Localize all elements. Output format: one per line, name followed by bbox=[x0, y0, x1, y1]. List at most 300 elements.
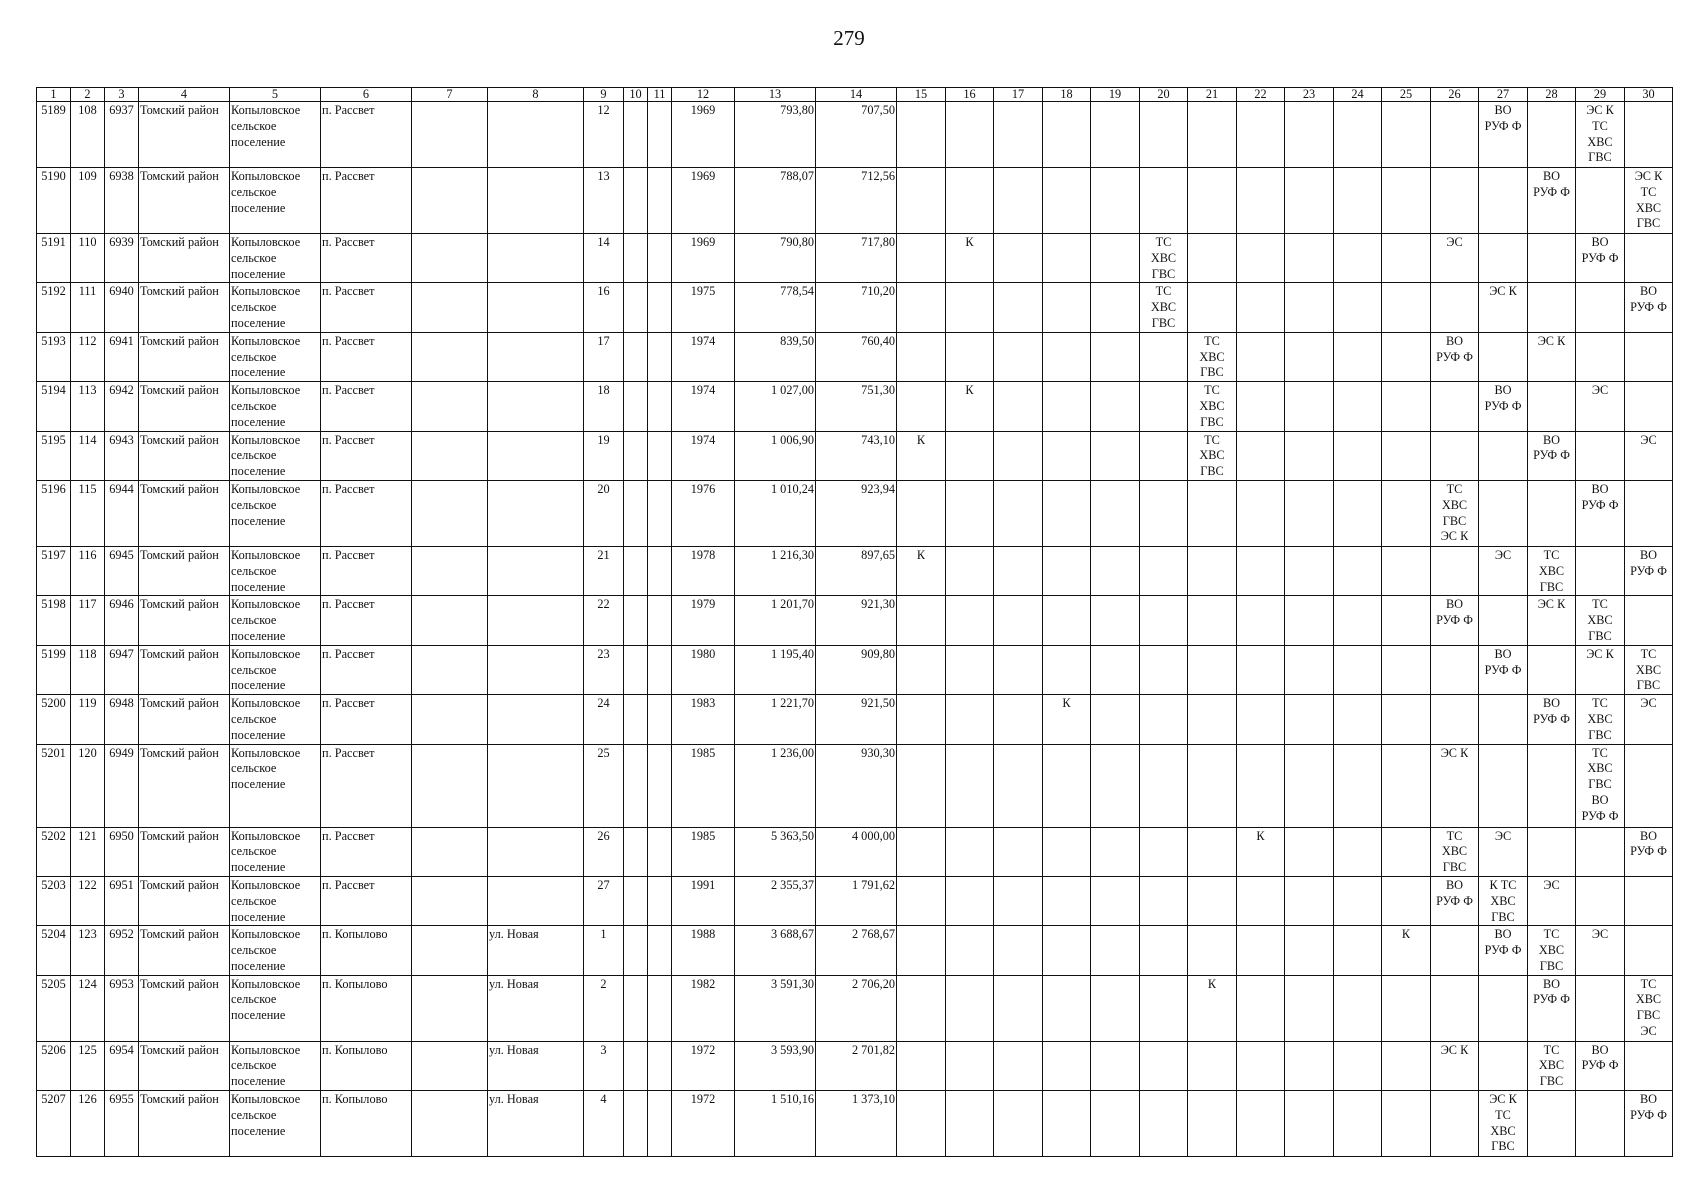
cell-col-26 bbox=[1431, 645, 1479, 694]
cell-col-20 bbox=[1140, 546, 1188, 595]
cell-col-14: 909,80 bbox=[816, 645, 897, 694]
cell-col-19 bbox=[1091, 382, 1140, 431]
cell-col-12: 1975 bbox=[672, 283, 735, 332]
cell-col-7 bbox=[412, 926, 488, 975]
table-row bbox=[37, 596, 1673, 645]
cell-col-16 bbox=[946, 645, 994, 694]
cell-col-13: 793,80 bbox=[735, 102, 816, 168]
cell-col-2: 113 bbox=[71, 382, 105, 431]
cell-col-19 bbox=[1091, 283, 1140, 332]
cell-col-12: 1985 bbox=[672, 827, 735, 876]
column-header-4: 4 bbox=[139, 88, 230, 102]
cell-col-1: 5191 bbox=[37, 234, 71, 283]
cell-col-1: 5198 bbox=[37, 596, 71, 645]
cell-col-17 bbox=[994, 431, 1043, 480]
cell-col-6: п. Рассвет bbox=[321, 480, 412, 546]
cell-col-24 bbox=[1334, 596, 1382, 645]
cell-col-26: ВО РУФ Ф bbox=[1431, 876, 1479, 925]
cell-col-18: К bbox=[1043, 695, 1091, 744]
cell-col-2: 126 bbox=[71, 1091, 105, 1157]
cell-col-21 bbox=[1188, 283, 1237, 332]
cell-col-21 bbox=[1188, 168, 1237, 234]
cell-col-21 bbox=[1188, 1091, 1237, 1157]
cell-col-21: ТС ХВС ГВС bbox=[1188, 332, 1237, 381]
cell-col-4: Томский район bbox=[139, 744, 230, 827]
cell-col-27: ВО РУФ Ф bbox=[1479, 645, 1528, 694]
cell-col-27 bbox=[1479, 480, 1528, 546]
table-row bbox=[37, 382, 1673, 431]
cell-col-17 bbox=[994, 480, 1043, 546]
cell-col-22 bbox=[1237, 283, 1285, 332]
cell-col-26 bbox=[1431, 546, 1479, 595]
cell-col-5: Копыловское сельское поселение bbox=[230, 926, 321, 975]
cell-col-2: 117 bbox=[71, 596, 105, 645]
cell-col-19 bbox=[1091, 744, 1140, 827]
cell-col-5: Копыловское сельское поселение bbox=[230, 827, 321, 876]
cell-col-9: 14 bbox=[584, 234, 624, 283]
column-header-22: 22 bbox=[1237, 88, 1285, 102]
cell-col-2: 122 bbox=[71, 876, 105, 925]
cell-col-24 bbox=[1334, 695, 1382, 744]
cell-col-8: ул. Новая bbox=[488, 1041, 584, 1090]
cell-col-18 bbox=[1043, 596, 1091, 645]
cell-col-9: 26 bbox=[584, 827, 624, 876]
cell-col-20 bbox=[1140, 827, 1188, 876]
cell-col-18 bbox=[1043, 332, 1091, 381]
cell-col-9: 20 bbox=[584, 480, 624, 546]
cell-col-30 bbox=[1625, 744, 1673, 827]
cell-col-29: ВО РУФ Ф bbox=[1576, 234, 1625, 283]
column-header-24: 24 bbox=[1334, 88, 1382, 102]
cell-col-7 bbox=[412, 234, 488, 283]
cell-col-5: Копыловское сельское поселение bbox=[230, 876, 321, 925]
cell-col-7 bbox=[412, 1091, 488, 1157]
cell-col-12: 1972 bbox=[672, 1041, 735, 1090]
cell-col-25 bbox=[1382, 1041, 1431, 1090]
cell-col-17 bbox=[994, 102, 1043, 168]
cell-col-20 bbox=[1140, 596, 1188, 645]
cell-col-8: ул. Новая bbox=[488, 1091, 584, 1157]
cell-col-22 bbox=[1237, 1041, 1285, 1090]
cell-col-2: 110 bbox=[71, 234, 105, 283]
cell-col-16 bbox=[946, 1041, 994, 1090]
cell-col-21 bbox=[1188, 876, 1237, 925]
cell-col-17 bbox=[994, 695, 1043, 744]
cell-col-3: 6946 bbox=[105, 596, 139, 645]
cell-col-8 bbox=[488, 382, 584, 431]
cell-col-22 bbox=[1237, 645, 1285, 694]
cell-col-7 bbox=[412, 596, 488, 645]
cell-col-16 bbox=[946, 1091, 994, 1157]
cell-col-28 bbox=[1528, 645, 1576, 694]
cell-col-30: ЭС К ТС ХВС ГВС bbox=[1625, 168, 1673, 234]
cell-col-21: ТС ХВС ГВС bbox=[1188, 382, 1237, 431]
cell-col-26 bbox=[1431, 431, 1479, 480]
cell-col-29: ВО РУФ Ф bbox=[1576, 480, 1625, 546]
cell-col-1: 5199 bbox=[37, 645, 71, 694]
cell-col-15 bbox=[897, 480, 946, 546]
cell-col-28 bbox=[1528, 382, 1576, 431]
cell-col-12: 1979 bbox=[672, 596, 735, 645]
cell-col-19 bbox=[1091, 596, 1140, 645]
cell-col-21 bbox=[1188, 695, 1237, 744]
cell-col-26: ВО РУФ Ф bbox=[1431, 596, 1479, 645]
cell-col-29: ТС ХВС ГВС bbox=[1576, 596, 1625, 645]
column-header-7: 7 bbox=[412, 88, 488, 102]
cell-col-28: ВО РУФ Ф bbox=[1528, 168, 1576, 234]
cell-col-30 bbox=[1625, 234, 1673, 283]
cell-col-3: 6949 bbox=[105, 744, 139, 827]
cell-col-20 bbox=[1140, 645, 1188, 694]
cell-col-8 bbox=[488, 546, 584, 595]
cell-col-30: ЭС bbox=[1625, 431, 1673, 480]
cell-col-9: 22 bbox=[584, 596, 624, 645]
cell-col-21 bbox=[1188, 926, 1237, 975]
cell-col-28 bbox=[1528, 744, 1576, 827]
cell-col-23 bbox=[1285, 876, 1334, 925]
table-row bbox=[37, 168, 1673, 234]
cell-col-20 bbox=[1140, 102, 1188, 168]
cell-col-10 bbox=[624, 827, 648, 876]
cell-col-8 bbox=[488, 168, 584, 234]
cell-col-7 bbox=[412, 168, 488, 234]
column-header-6: 6 bbox=[321, 88, 412, 102]
cell-col-26 bbox=[1431, 168, 1479, 234]
cell-col-19 bbox=[1091, 926, 1140, 975]
cell-col-11 bbox=[648, 744, 672, 827]
cell-col-22 bbox=[1237, 332, 1285, 381]
cell-col-24 bbox=[1334, 234, 1382, 283]
cell-col-10 bbox=[624, 431, 648, 480]
cell-col-5: Копыловское сельское поселение bbox=[230, 596, 321, 645]
cell-col-3: 6939 bbox=[105, 234, 139, 283]
cell-col-24 bbox=[1334, 975, 1382, 1041]
cell-col-17 bbox=[994, 1041, 1043, 1090]
cell-col-2: 118 bbox=[71, 645, 105, 694]
cell-col-22 bbox=[1237, 596, 1285, 645]
cell-col-23 bbox=[1285, 234, 1334, 283]
cell-col-28: ВО РУФ Ф bbox=[1528, 431, 1576, 480]
cell-col-6: п. Рассвет bbox=[321, 234, 412, 283]
cell-col-23 bbox=[1285, 645, 1334, 694]
cell-col-25 bbox=[1382, 744, 1431, 827]
table-row bbox=[37, 431, 1673, 480]
cell-col-7 bbox=[412, 431, 488, 480]
cell-col-14: 921,30 bbox=[816, 596, 897, 645]
cell-col-4: Томский район bbox=[139, 645, 230, 694]
cell-col-13: 1 010,24 bbox=[735, 480, 816, 546]
cell-col-11 bbox=[648, 480, 672, 546]
cell-col-9: 21 bbox=[584, 546, 624, 595]
cell-col-4: Томский район bbox=[139, 283, 230, 332]
cell-col-4: Томский район bbox=[139, 431, 230, 480]
table-row bbox=[37, 480, 1673, 546]
cell-col-19 bbox=[1091, 645, 1140, 694]
cell-col-16 bbox=[946, 431, 994, 480]
cell-col-30 bbox=[1625, 596, 1673, 645]
cell-col-17 bbox=[994, 332, 1043, 381]
cell-col-26: ЭС bbox=[1431, 234, 1479, 283]
cell-col-8 bbox=[488, 480, 584, 546]
cell-col-27: ЭС К bbox=[1479, 283, 1528, 332]
cell-col-29 bbox=[1576, 546, 1625, 595]
cell-col-3: 6943 bbox=[105, 431, 139, 480]
cell-col-22 bbox=[1237, 975, 1285, 1041]
cell-col-14: 4 000,00 bbox=[816, 827, 897, 876]
cell-col-18 bbox=[1043, 926, 1091, 975]
cell-col-25 bbox=[1382, 283, 1431, 332]
column-header-1: 1 bbox=[37, 88, 71, 102]
cell-col-22 bbox=[1237, 102, 1285, 168]
cell-col-25 bbox=[1382, 645, 1431, 694]
cell-col-6: п. Рассвет bbox=[321, 168, 412, 234]
cell-col-29: ЭС bbox=[1576, 926, 1625, 975]
column-header-28: 28 bbox=[1528, 88, 1576, 102]
cell-col-3: 6938 bbox=[105, 168, 139, 234]
cell-col-2: 114 bbox=[71, 431, 105, 480]
cell-col-28: ЭС К bbox=[1528, 596, 1576, 645]
column-header-25: 25 bbox=[1382, 88, 1431, 102]
table-row bbox=[37, 234, 1673, 283]
cell-col-1: 5201 bbox=[37, 744, 71, 827]
cell-col-18 bbox=[1043, 827, 1091, 876]
cell-col-8 bbox=[488, 283, 584, 332]
cell-col-2: 111 bbox=[71, 283, 105, 332]
cell-col-25 bbox=[1382, 827, 1431, 876]
cell-col-3: 6945 bbox=[105, 546, 139, 595]
cell-col-12: 1982 bbox=[672, 975, 735, 1041]
cell-col-8: ул. Новая bbox=[488, 975, 584, 1041]
cell-col-25 bbox=[1382, 596, 1431, 645]
column-header-19: 19 bbox=[1091, 88, 1140, 102]
cell-col-17 bbox=[994, 234, 1043, 283]
cell-col-27: ВО РУФ Ф bbox=[1479, 926, 1528, 975]
cell-col-14: 897,65 bbox=[816, 546, 897, 595]
cell-col-5: Копыловское сельское поселение bbox=[230, 975, 321, 1041]
cell-col-27: ВО РУФ Ф bbox=[1479, 102, 1528, 168]
cell-col-26: ЭС К bbox=[1431, 1041, 1479, 1090]
cell-col-17 bbox=[994, 596, 1043, 645]
cell-col-22 bbox=[1237, 926, 1285, 975]
cell-col-8 bbox=[488, 827, 584, 876]
table-row bbox=[37, 332, 1673, 381]
cell-col-14: 717,80 bbox=[816, 234, 897, 283]
cell-col-10 bbox=[624, 546, 648, 595]
cell-col-1: 5194 bbox=[37, 382, 71, 431]
cell-col-5: Копыловское сельское поселение bbox=[230, 744, 321, 827]
cell-col-28: ТС ХВС ГВС bbox=[1528, 1041, 1576, 1090]
cell-col-12: 1985 bbox=[672, 744, 735, 827]
cell-col-3: 6948 bbox=[105, 695, 139, 744]
cell-col-11 bbox=[648, 546, 672, 595]
cell-col-23 bbox=[1285, 283, 1334, 332]
cell-col-23 bbox=[1285, 926, 1334, 975]
cell-col-6: п. Рассвет bbox=[321, 827, 412, 876]
cell-col-28: ЭС К bbox=[1528, 332, 1576, 381]
cell-col-26 bbox=[1431, 975, 1479, 1041]
cell-col-24 bbox=[1334, 102, 1382, 168]
column-header-17: 17 bbox=[994, 88, 1043, 102]
cell-col-13: 1 195,40 bbox=[735, 645, 816, 694]
cell-col-9: 12 bbox=[584, 102, 624, 168]
cell-col-27 bbox=[1479, 168, 1528, 234]
column-header-30: 30 bbox=[1625, 88, 1673, 102]
cell-col-30 bbox=[1625, 332, 1673, 381]
cell-col-17 bbox=[994, 1091, 1043, 1157]
cell-col-10 bbox=[624, 876, 648, 925]
cell-col-11 bbox=[648, 332, 672, 381]
cell-col-3: 6947 bbox=[105, 645, 139, 694]
cell-col-11 bbox=[648, 596, 672, 645]
cell-col-25 bbox=[1382, 168, 1431, 234]
cell-col-15 bbox=[897, 876, 946, 925]
cell-col-13: 1 221,70 bbox=[735, 695, 816, 744]
cell-col-4: Томский район bbox=[139, 695, 230, 744]
cell-col-22 bbox=[1237, 480, 1285, 546]
cell-col-14: 1 373,10 bbox=[816, 1091, 897, 1157]
cell-col-20 bbox=[1140, 926, 1188, 975]
cell-col-6: п. Рассвет bbox=[321, 744, 412, 827]
cell-col-16 bbox=[946, 695, 994, 744]
cell-col-2: 123 bbox=[71, 926, 105, 975]
cell-col-13: 3 593,90 bbox=[735, 1041, 816, 1090]
cell-col-27: ЭС bbox=[1479, 546, 1528, 595]
column-header-3: 3 bbox=[105, 88, 139, 102]
cell-col-15 bbox=[897, 102, 946, 168]
cell-col-27 bbox=[1479, 1041, 1528, 1090]
cell-col-27: ВО РУФ Ф bbox=[1479, 382, 1528, 431]
cell-col-30 bbox=[1625, 480, 1673, 546]
cell-col-29 bbox=[1576, 332, 1625, 381]
table-row bbox=[37, 1091, 1673, 1157]
cell-col-24 bbox=[1334, 1091, 1382, 1157]
cell-col-27: ЭС К ТС ХВС ГВС bbox=[1479, 1091, 1528, 1157]
cell-col-24 bbox=[1334, 480, 1382, 546]
cell-col-4: Томский район bbox=[139, 234, 230, 283]
cell-col-24 bbox=[1334, 926, 1382, 975]
cell-col-19 bbox=[1091, 975, 1140, 1041]
cell-col-28: ТС ХВС ГВС bbox=[1528, 546, 1576, 595]
column-header-2: 2 bbox=[71, 88, 105, 102]
cell-col-22 bbox=[1237, 1091, 1285, 1157]
cell-col-2: 119 bbox=[71, 695, 105, 744]
cell-col-26: ЭС К bbox=[1431, 744, 1479, 827]
cell-col-18 bbox=[1043, 168, 1091, 234]
table-row bbox=[37, 827, 1673, 876]
cell-col-17 bbox=[994, 975, 1043, 1041]
cell-col-15: К bbox=[897, 546, 946, 595]
cell-col-24 bbox=[1334, 744, 1382, 827]
table-row bbox=[37, 102, 1673, 168]
cell-col-18 bbox=[1043, 431, 1091, 480]
cell-col-3: 6955 bbox=[105, 1091, 139, 1157]
cell-col-18 bbox=[1043, 480, 1091, 546]
cell-col-12: 1991 bbox=[672, 876, 735, 925]
cell-col-21 bbox=[1188, 546, 1237, 595]
cell-col-8 bbox=[488, 596, 584, 645]
cell-col-30: ВО РУФ Ф bbox=[1625, 546, 1673, 595]
table-row bbox=[37, 926, 1673, 975]
cell-col-13: 5 363,50 bbox=[735, 827, 816, 876]
cell-col-22 bbox=[1237, 744, 1285, 827]
cell-col-25 bbox=[1382, 695, 1431, 744]
cell-col-28 bbox=[1528, 102, 1576, 168]
cell-col-19 bbox=[1091, 827, 1140, 876]
cell-col-14: 2 768,67 bbox=[816, 926, 897, 975]
cell-col-23 bbox=[1285, 546, 1334, 595]
cell-col-16: К bbox=[946, 382, 994, 431]
cell-col-30 bbox=[1625, 102, 1673, 168]
cell-col-3: 6951 bbox=[105, 876, 139, 925]
cell-col-1: 5190 bbox=[37, 168, 71, 234]
cell-col-9: 17 bbox=[584, 332, 624, 381]
cell-col-3: 6944 bbox=[105, 480, 139, 546]
cell-col-13: 2 355,37 bbox=[735, 876, 816, 925]
cell-col-21 bbox=[1188, 596, 1237, 645]
cell-col-16 bbox=[946, 102, 994, 168]
cell-col-3: 6953 bbox=[105, 975, 139, 1041]
cell-col-25 bbox=[1382, 546, 1431, 595]
cell-col-27 bbox=[1479, 744, 1528, 827]
cell-col-29: ВО РУФ Ф bbox=[1576, 1041, 1625, 1090]
cell-col-19 bbox=[1091, 332, 1140, 381]
cell-col-12: 1983 bbox=[672, 695, 735, 744]
cell-col-11 bbox=[648, 695, 672, 744]
cell-col-1: 5207 bbox=[37, 1091, 71, 1157]
page-number: 279 bbox=[833, 26, 865, 50]
cell-col-7 bbox=[412, 827, 488, 876]
cell-col-16 bbox=[946, 744, 994, 827]
column-header-12: 12 bbox=[672, 88, 735, 102]
cell-col-5: Копыловское сельское поселение bbox=[230, 382, 321, 431]
cell-col-11 bbox=[648, 645, 672, 694]
cell-col-6: п. Рассвет bbox=[321, 332, 412, 381]
cell-col-7 bbox=[412, 546, 488, 595]
cell-col-19 bbox=[1091, 168, 1140, 234]
cell-col-20 bbox=[1140, 431, 1188, 480]
cell-col-14: 751,30 bbox=[816, 382, 897, 431]
cell-col-4: Томский район bbox=[139, 546, 230, 595]
cell-col-9: 1 bbox=[584, 926, 624, 975]
cell-col-5: Копыловское сельское поселение bbox=[230, 1041, 321, 1090]
cell-col-12: 1974 bbox=[672, 431, 735, 480]
cell-col-19 bbox=[1091, 695, 1140, 744]
cell-col-11 bbox=[648, 1041, 672, 1090]
cell-col-3: 6940 bbox=[105, 283, 139, 332]
cell-col-10 bbox=[624, 168, 648, 234]
cell-col-29 bbox=[1576, 1091, 1625, 1157]
cell-col-28: ВО РУФ Ф bbox=[1528, 975, 1576, 1041]
cell-col-12: 1980 bbox=[672, 645, 735, 694]
cell-col-7 bbox=[412, 283, 488, 332]
cell-col-21 bbox=[1188, 744, 1237, 827]
column-header-5: 5 bbox=[230, 88, 321, 102]
cell-col-18 bbox=[1043, 645, 1091, 694]
cell-col-5: Копыловское сельское поселение bbox=[230, 168, 321, 234]
cell-col-20: ТС ХВС ГВС bbox=[1140, 234, 1188, 283]
cell-col-23 bbox=[1285, 827, 1334, 876]
cell-col-6: п. Копылово bbox=[321, 926, 412, 975]
cell-col-2: 121 bbox=[71, 827, 105, 876]
cell-col-15 bbox=[897, 645, 946, 694]
column-header-15: 15 bbox=[897, 88, 946, 102]
cell-col-26: ТС ХВС ГВС bbox=[1431, 827, 1479, 876]
cell-col-7 bbox=[412, 1041, 488, 1090]
cell-col-26: ТС ХВС ГВС ЭС К bbox=[1431, 480, 1479, 546]
cell-col-15 bbox=[897, 1091, 946, 1157]
cell-col-27 bbox=[1479, 596, 1528, 645]
cell-col-29 bbox=[1576, 975, 1625, 1041]
